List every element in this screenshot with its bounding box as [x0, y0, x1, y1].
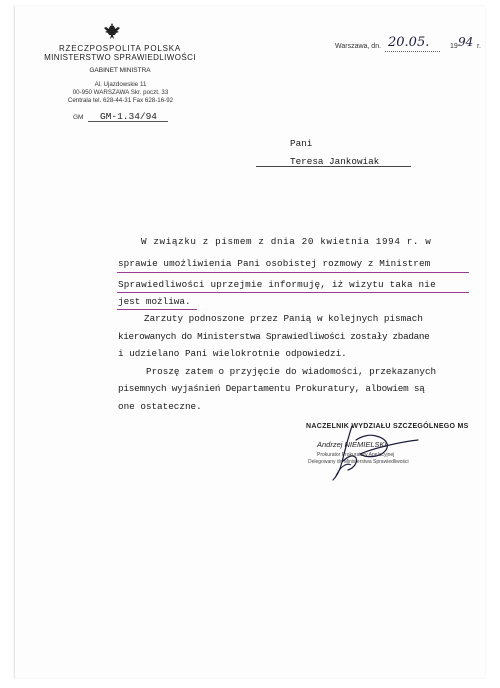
- body-line: Sprawiedliwości uprzejmie informuję, iż wizytu taka nie: [118, 279, 436, 290]
- body-line: i udzielano Pani wielokrotnie odpowiedzi.: [118, 348, 347, 359]
- address-line: Al. Ujazdowskie 11: [94, 81, 147, 88]
- address-line: Centrala tel. 628-44-31 Fax 628-16-92: [67, 97, 174, 105]
- signatory-role: Prokurator Prokuratury Apelacyjnej: [317, 452, 395, 458]
- recipient-name: Teresa Jankowiak: [290, 156, 380, 167]
- letterhead-ministry: MINISTERSTWO SPRAWIEDLIWOŚCI: [44, 52, 196, 62]
- body-line: W związku z pismem z dnia 20 kwietnia 1994 r. w: [141, 236, 432, 247]
- signatory-role: Delegowany do Ministerstwa Sprawiedliwości: [308, 459, 409, 465]
- body-line: pisemnych wyjaśnień Departamentu Prokuratury, albowiem są: [118, 383, 425, 394]
- reference-underline: [88, 121, 168, 122]
- address-line: 00-950 WARSZAWA Skr. poczt. 33: [72, 89, 169, 97]
- date-year-prefix: 19: [450, 43, 458, 50]
- body-line: Zarzuty podnoszone przez Panią w kolejnych pismach: [144, 313, 423, 324]
- date-year-handwritten: 94: [458, 35, 474, 49]
- date-year-suffix: r.: [477, 43, 481, 50]
- body-line: Proszę zatem o przyjęcie do wiadomości, przekazanych: [146, 366, 437, 377]
- letter-page: [14, 6, 485, 678]
- body-line: one ostateczne.: [118, 401, 202, 412]
- letterhead: [40, 45, 200, 74]
- recipient-underline: [256, 166, 411, 167]
- body-line: kierowanych do Ministerstwa Sprawiedliwości zostały zbadane: [118, 331, 430, 342]
- signatory-name: Andrzej NIEMIELSKI: [317, 440, 387, 449]
- highlight-underline: [117, 309, 197, 310]
- eagle-emblem-icon: [103, 22, 121, 42]
- reference-label: GM: [73, 114, 84, 121]
- highlight-underline: [117, 272, 469, 273]
- letterhead-office: GABINET MINISTRA: [89, 66, 151, 74]
- date-handwritten: 20.05.: [388, 35, 430, 50]
- handwritten-signature: [290, 418, 450, 488]
- recipient-salutation: Pani: [290, 138, 313, 149]
- signature-stamp-title: NACZELNIK WYDZIAŁU SZCZEGÓLNEGO MS: [306, 423, 469, 430]
- reference-number: GM-1.34/94: [100, 111, 158, 122]
- date-place: Warszawa, dn.: [335, 43, 382, 50]
- body-line: jest możliwa.: [118, 296, 191, 307]
- letterhead-country: RZECZPOSPOLITA POLSKA: [58, 44, 181, 53]
- date-dotted-line: [385, 51, 440, 52]
- highlight-underline: [117, 292, 469, 293]
- letterhead-address: [48, 81, 193, 105]
- body-line: sprawie umożliwienia Pani osobistej rozmowy z Ministrem: [118, 258, 431, 269]
